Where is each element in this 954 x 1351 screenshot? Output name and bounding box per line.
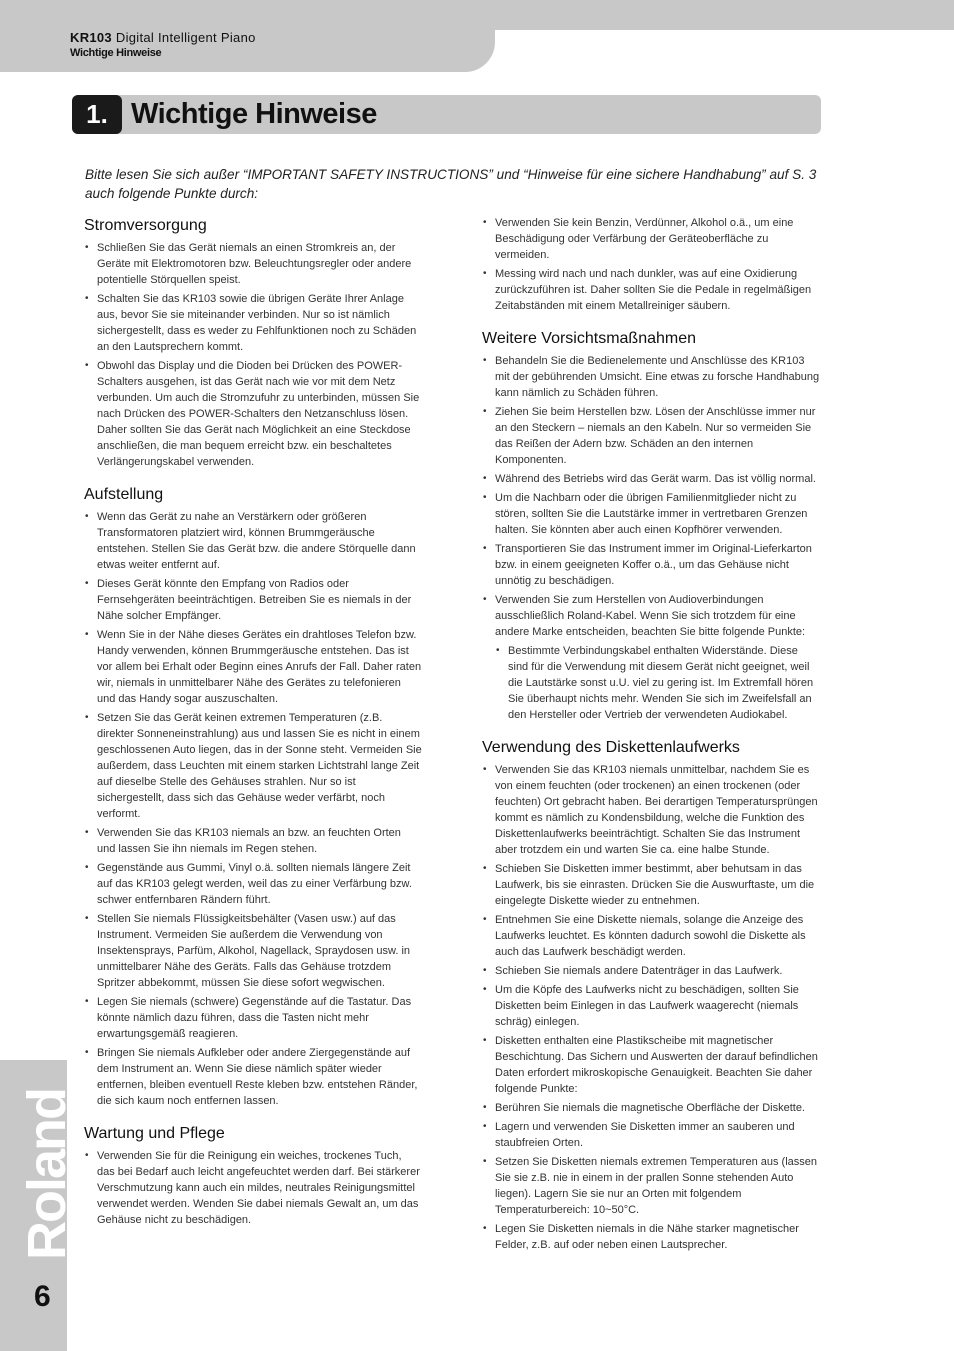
list-item: • Ziehen Sie beim Herstellen bzw. Lösen der Anschlüsse immer nur an den Steckern – niemals an den Kabeln. Nur so vermeiden Sie das Reißen der Adern bzw. Schäden an den internen Komponenten.	[482, 404, 820, 468]
list-item: • Verwenden Sie für die Reinigung ein weiches, trockenes Tuch, das bei Bedarf auch leicht angefeuchtet werden darf. Bei stärkerer Verschmutzung kann auch ein mildes, neutrales Reinigungsmittel verwendet werden. Wenden Sie dabei niemals Gewalt an, um das Gehäuse nicht zu beschädigen.	[84, 1148, 422, 1228]
right-column	[482, 215, 820, 1267]
list-item: • Bestimmte Verbindungskabel enthalten Widerstände. Diese sind für die Verwendung mit diesem Gerät nicht geeignet, weil die Lautstärke sonst u.U. viel zu gering ist. Im Extremfall hören Sie überhaupt nichts mehr. Wenden Sie sich im Zweifelsfall an den Hersteller oder Vertrieb der verwendeten Audiokabel.	[495, 643, 820, 723]
list-item: • Während des Betriebs wird das Gerät warm. Das ist völlig normal.	[482, 471, 820, 487]
list-item: • Bringen Sie niemals Aufkleber oder andere Ziergegenstände auf dem Instrument an. Wenn Sie diese nämlich später wieder entfernen, bleiben eventuell Reste kleben bzw. entstehen Ränder, die sich kaum noch entfernen lassen.	[84, 1045, 422, 1109]
list-item: • Messing wird nach und nach dunkler, was auf eine Oxidierung zurückzuführen ist. Daher sollten Sie die Pedale in regelmäßigen Zeitabständen mit einem Metallreiniger säubern.	[482, 266, 820, 314]
intro-text: Bitte lesen Sie sich außer “IMPORTANT SAFETY INSTRUCTIONS” und “Hinweise für eine sichere Handhabung” auf S. 3 auch folgende Punkte durch:	[85, 167, 817, 201]
list-item: • Wenn das Gerät zu nahe an Verstärkern oder größeren Transformatoren platziert wird, können Brummgeräusche entstehen. Stellen Sie das Gerät bzw. die andere Störquelle dann etwas weiter entfernt auf.	[84, 509, 422, 573]
section-wartung	[84, 1123, 422, 1228]
list-item: • Schalten Sie das KR103 sowie die übrigen Geräte Ihrer Anlage aus, bevor Sie sie miteinander verbinden. Nur so ist nämlich sichergestellt, dass es weder zu Fehlfunktionen noch zu Schäden an den Lautsprechern kommt.	[84, 291, 422, 355]
list-item: • Um die Köpfe des Laufwerks nicht zu beschädigen, sollten Sie Disketten beim Einlegen in das Laufwerk waagerecht (niemals schräg) einlegen.	[482, 982, 820, 1030]
list-item: • Setzen Sie das Gerät keinen extremen Temperaturen (z.B. direkter Sonneneinstrahlung) aus und lassen Sie es nicht in einem geschlossenen Auto liegen, das in der Sonne steht. Vermeiden Sie außerdem, dass Leuchten mit einem starken Lichtstrahl lange Zeit auf dieselbe Stelle des Gehäuses strahlen. Nur so ist sichergestellt, dass sich das Gehäuse weder verfärbt, noch verformt.	[84, 710, 422, 822]
section-weitere	[482, 328, 820, 723]
list-item: • Behandeln Sie die Bedienelemente und Anschlüsse des KR103 mit der gebührenden Umsicht. Eine etwas zu forsche Handhabung kann nämlich zu Schäden führen.	[482, 353, 820, 401]
list-item: • Schieben Sie niemals andere Datenträger in das Laufwerk.	[482, 963, 820, 979]
list-item: • Obwohl das Display und die Dioden bei Drücken des POWER-Schalters ausgehen, ist das Gerät nach wie vor mit dem Netz verbunden. Um auch die Stromzufuhr zu unterbinden, müssen Sie nach Drücken des POWER-Schalters den Netzanschluss lösen. Daher sollten Sie das Gerät nach Möglichkeit an eine Steckdose anschließen, die man bequem erreicht bzw. ein beschaltetes Verlängerungskabel verwenden.	[84, 358, 422, 470]
bullet-list	[482, 353, 820, 640]
section-stromversorgung	[84, 215, 422, 470]
chapter-number: 1.	[72, 95, 122, 134]
list-item: • Um die Nachbarn oder die übrigen Familienmitglieder nicht zu stören, sollten Sie die Lautstärke immer in vertretbaren Grenzen halten. Sie könnten aber auch einen Kopfhörer verwenden.	[482, 490, 820, 538]
section-heading: Stromversorgung	[84, 217, 207, 234]
list-item: • Verwenden Sie zum Herstellen von Audioverbindungen ausschließlich Roland-Kabel. Wenn Sie sich trotzdem für eine andere Marke entscheiden, beachten Sie bitte folgende Punkte:	[482, 592, 820, 640]
list-item: • Gegenstände aus Gummi, Vinyl o.ä. sollten niemals längere Zeit auf das KR103 gelegt werden, weil das zu einer Verfärbung bzw. schwer entfernbaren Rändern führt.	[84, 860, 422, 908]
bullet-list	[84, 240, 422, 470]
bullet-list	[482, 762, 820, 1253]
running-header: Wichtige Hinweise	[70, 47, 162, 59]
list-item: • Schließen Sie das Gerät niemals an einen Stromkreis an, der Geräte mit Elektromotoren bzw. Beleuchtungsregler oder andere potentielle Störquellen speist.	[84, 240, 422, 288]
list-item: • Dieses Gerät könnte den Empfang von Radios oder Fernsehgeräten beeinträchtigen. Betreiben Sie es niemals in der Nähe solcher Empfänger.	[84, 576, 422, 624]
section-wartung-continued	[482, 215, 820, 314]
section-heading: Aufstellung	[84, 486, 164, 503]
section-aufstellung	[84, 484, 422, 1109]
bullet-list	[482, 215, 820, 314]
list-item: • Disketten enthalten eine Plastikscheibe mit magnetischer Beschichtung. Das Sichern und Auswerten der darauf befindlichen Daten erfordert mikroskopische Genauigkeit. Beachten Sie daher folgende Punkte:	[482, 1033, 820, 1097]
list-item: • Berühren Sie niemals die magnetische Oberfläche der Diskette.	[482, 1100, 820, 1116]
list-item: • Verwenden Sie kein Benzin, Verdünner, Alkohol o.ä., um eine Beschädigung oder Verfärbung der Geräteoberfläche zu vermeiden.	[482, 215, 820, 263]
list-item: • Schieben Sie Disketten immer bestimmt, aber behutsam in das Laufwerk, bis sie einrasten. Drücken Sie die Auswurftaste, um die eingelegte Diskette wieder zu entnehmen.	[482, 861, 820, 909]
list-item: • Wenn Sie in der Nähe dieses Gerätes ein drahtloses Telefon bzw. Handy verwenden, können Brummgeräusche entstehen. Das ist vor allem bei Erhalt oder Beginn eines Anrufs der Fall. Daher raten wir, niemals in unmittelbarer Nähe des Gerätes zu telefonieren und das Handy sogar auszuschalten.	[84, 627, 422, 707]
roland-logo: Roland	[17, 1089, 77, 1260]
list-item: • Lagern und verwenden Sie Disketten immer an sauberen und staubfreien Orten.	[482, 1119, 820, 1151]
bullet-list	[84, 509, 422, 1109]
list-item: • Transportieren Sie das Instrument immer im Original-Lieferkarton bzw. in einem geeigneten Koffer o.ä., um das Gehäuse nicht unnötig zu beschädigen.	[482, 541, 820, 589]
section-heading: Wartung und Pflege	[84, 1125, 225, 1142]
left-column	[84, 215, 422, 1242]
list-item: • Verwenden Sie das KR103 niemals an bzw. an feuchten Orten und lassen Sie ihn niemals im Regen stehen.	[84, 825, 422, 857]
list-item: • Legen Sie Disketten niemals in die Nähe starker magnetischer Felder, z.B. auf oder neben einen Lautsprecher.	[482, 1221, 820, 1253]
list-item: • Setzen Sie Disketten niemals extremen Temperaturen aus (lassen Sie sie z.B. nie in einem in der prallen Sonne stehenden Auto liegen). Lagern Sie sie nur an Orten mit folgendem Temperaturbereich: 10~50°C.	[482, 1154, 820, 1218]
section-heading: Verwendung des Diskettenlaufwerks	[482, 739, 740, 756]
sub-bullet-list	[482, 643, 820, 723]
section-heading: Weitere Vorsichtsmaßnahmen	[482, 330, 697, 347]
list-item: • Legen Sie niemals (schwere) Gegenstände auf die Tastatur. Das könnte nämlich dazu führen, dass die Tasten nicht mehr erwartungsgemäß reagieren.	[84, 994, 422, 1042]
list-item: • Verwenden Sie das KR103 niemals unmittelbar, nachdem Sie es von einem feuchten (oder trockenen) an einen trockenen (oder feuchten) Ort gebracht haben. Bei derartigen Temperatursprüngen kommt es nämlich zu Kondensbildung, welche die Funktion des Diskettenlaufwerks beeinträchtigt. Schalten Sie das Instrument aber trotzdem ein und warten Sie ca. eine halbe Stunde.	[482, 762, 820, 858]
list-item: • Entnehmen Sie eine Diskette niemals, solange die Anzeige des Laufwerks leuchtet. Es könnten dadurch sowohl die Diskette als auch das Laufwerk beschädigt werden.	[482, 912, 820, 960]
section-diskettenlaufwerk	[482, 737, 820, 1253]
page-number: 6	[34, 1280, 51, 1313]
product-name: KR103 Digital Intelligent Piano	[70, 30, 256, 45]
bullet-list	[84, 1148, 422, 1228]
list-item: • Stellen Sie niemals Flüssigkeitsbehälter (Vasen usw.) auf das Instrument. Vermeiden Sie außerdem die Verwendung von Insektensprays, Parfüm, Alkohol, Nagellack, Spraydosen usw. in unmittelbarer Nähe des Geräts. Falls das Gehäuse trotzdem Spritzer abbekommt, müssen Sie diese sofort wegwischen.	[84, 911, 422, 991]
chapter-title: Wichtige Hinweise	[131, 98, 377, 130]
